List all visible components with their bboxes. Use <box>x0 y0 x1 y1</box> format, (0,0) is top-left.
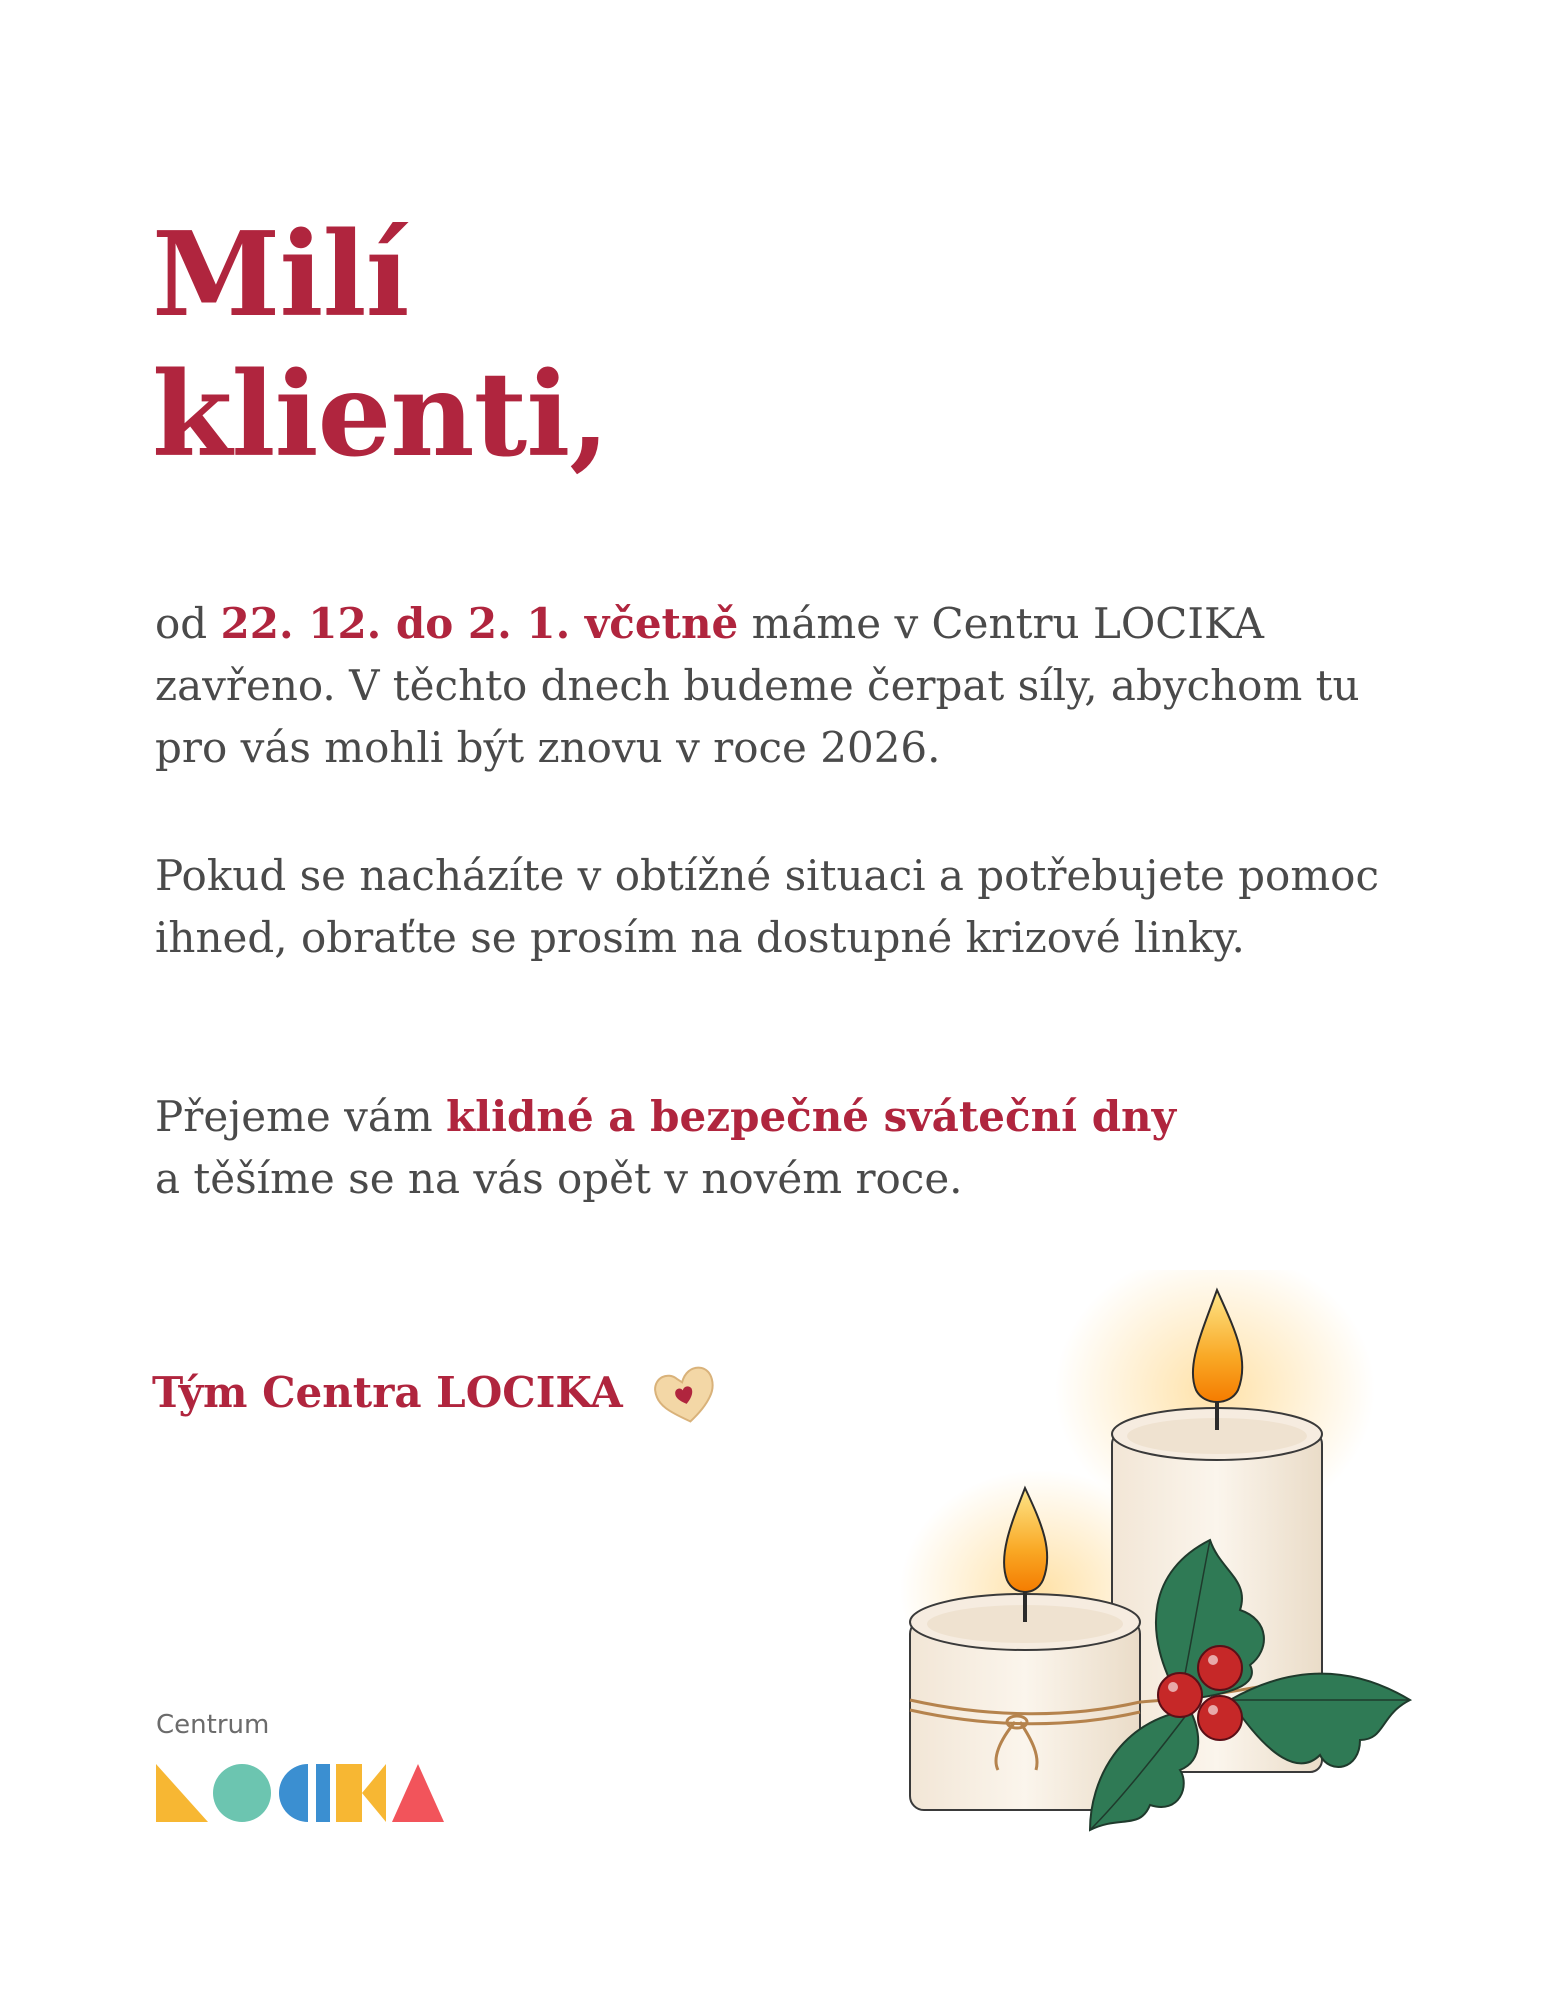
logo-caption: Centrum <box>156 1710 270 1740</box>
crisis-paragraph <box>155 845 1385 969</box>
title-line-2: klienti, <box>152 347 609 483</box>
closure-rest: máme v Centru LOCIKA zavřeno. V těchto dnech budeme čerpat síly, abychom tu pro vás mohli být znovu v roce 2026. <box>155 599 1360 772</box>
signature <box>152 1360 721 1432</box>
page-title <box>152 205 609 485</box>
wishes-highlight: klidné a bezpečné sváteční dny <box>446 1092 1177 1141</box>
closure-paragraph <box>155 593 1385 779</box>
crisis-text: Pokud se nacházíte v obtížné situaci a potřebujete pomoc ihned, obraťte se prosím na dostupné krizové linky. <box>155 851 1379 962</box>
closure-dates: 22. 12. do 2. 1. včetně <box>220 599 739 648</box>
centrum-locika-logo <box>156 1710 456 1840</box>
wishes-prefix: Přejeme vám <box>155 1092 447 1141</box>
title-line-1: Milí <box>152 207 409 343</box>
christmas-candles-with-holly-icon <box>880 1270 1440 1870</box>
signature-text: Tým Centra LOCIKA <box>152 1368 623 1417</box>
heart-cookie-icon <box>649 1360 721 1432</box>
wishes-rest: a těšíme se na vás opět v novém roce. <box>155 1154 963 1203</box>
locika-wordmark-icon <box>156 1760 446 1824</box>
wishes-paragraph <box>155 1086 1385 1210</box>
closure-prefix: od <box>155 599 221 648</box>
